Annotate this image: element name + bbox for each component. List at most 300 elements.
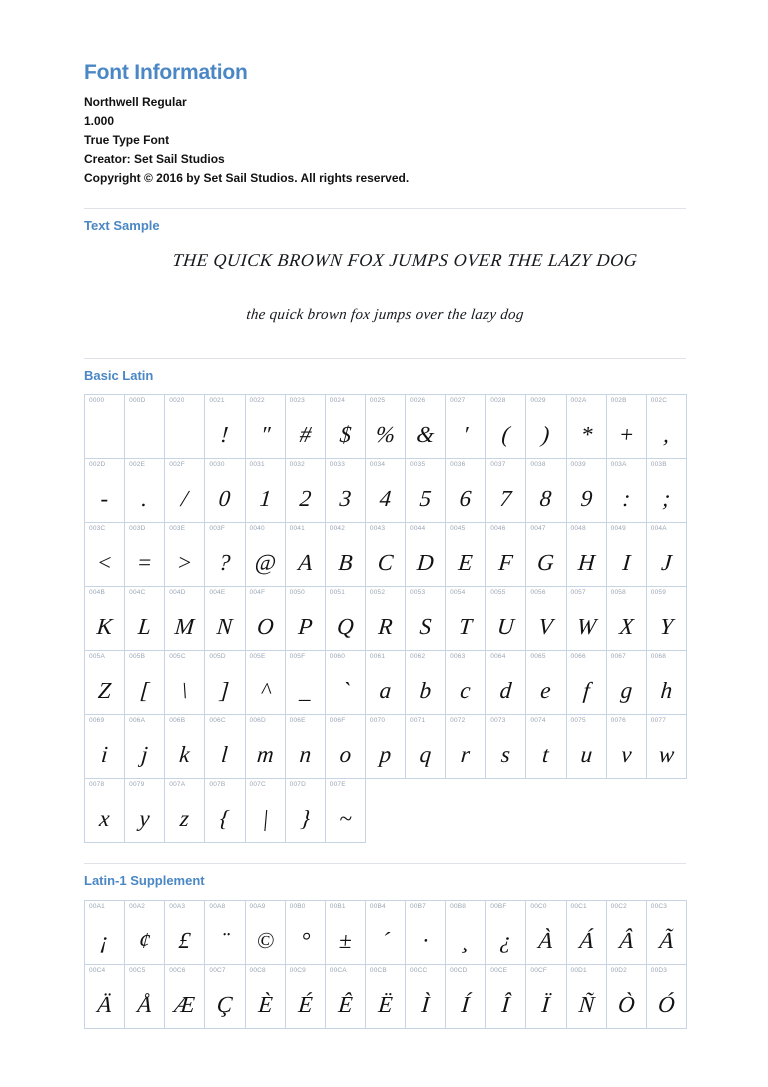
glyph-codepoint-label: 00C8 [249,966,266,974]
glyph-grid-row [85,587,687,651]
glyph-cell-003A [607,459,647,523]
glyph-codepoint-label: 00A8 [209,902,226,910]
glyph-cell-005B [125,651,165,715]
glyph-codepoint-label: 003A [610,461,627,469]
glyph-cell-00A2 [125,901,165,965]
glyph-codepoint-label: 0049 [610,525,626,533]
glyph-cell-002D [85,459,125,523]
glyph-cell-004A [647,523,687,587]
glyph-character: d [498,677,513,703]
section-divider [84,358,686,359]
glyph-grid-row [85,395,687,459]
glyph-character: j [140,741,149,767]
glyph-codepoint-label: 002B [610,397,627,405]
glyph-codepoint-label: 0045 [450,525,466,533]
glyph-codepoint-label: 007A [169,781,186,789]
glyph-codepoint-label: 00B7 [410,902,426,910]
glyph-cell-007B [205,779,245,843]
glyph-character [85,411,125,457]
glyph-codepoint-label: 0021 [209,397,225,405]
glyph-cell-0040 [246,523,286,587]
glyph-codepoint-label: 006D [249,717,266,725]
glyph-cell-0066 [567,651,607,715]
glyph-cell-0026 [406,395,446,459]
glyph-cell-004B [85,587,125,651]
glyph-character: = [135,549,154,575]
glyph-grid-row [85,523,687,587]
glyph-character: V [537,613,555,639]
glyph-cell-00C6 [165,965,205,1029]
glyph-character: Ï [541,991,551,1017]
glyph-character: | [260,805,270,831]
glyph-codepoint-label: 0074 [530,717,546,725]
glyph-cell-00C4 [85,965,125,1029]
glyph-character: / [180,485,190,511]
glyph-character: Ñ [577,991,595,1017]
glyph-cell-00B0 [286,901,326,965]
glyph-character: n [298,741,313,767]
glyph-codepoint-label: 00CC [410,966,428,974]
glyph-character: ` [340,677,351,703]
glyph-cell-0021 [205,395,245,459]
glyph-codepoint-label: 00B8 [450,902,467,910]
glyph-character: x [98,805,111,831]
glyph-codepoint-label: 0052 [369,589,386,597]
glyph-codepoint-label: 002F [169,461,185,469]
glyph-cell-00C9 [286,965,326,1029]
glyph-cell-003C [85,523,125,587]
glyph-codepoint-label: 0048 [570,525,586,533]
glyph-codepoint-label: 0043 [369,525,386,533]
glyph-cell-005F [286,651,326,715]
glyph-character: h [659,677,674,703]
glyph-character: É [297,991,314,1017]
glyph-character: 3 [338,485,353,511]
glyph-codepoint-label: 0061 [369,653,386,661]
glyph-character: q [418,741,433,767]
glyph-codepoint-label: 002A [570,397,587,405]
glyph-codepoint-label: 0055 [490,589,506,597]
glyph-grid-row [85,715,687,779]
glyph-character: , [662,421,671,447]
glyph-codepoint-label: 0035 [410,461,426,469]
glyph-cell-0020 [165,395,205,459]
glyph-codepoint-label: 004A [650,525,667,533]
glyph-character: ; [661,485,672,511]
glyph-character: Ó [656,991,676,1017]
glyph-character: 1 [258,485,272,511]
glyph-character: H [576,549,596,575]
glyph-character: s [500,741,512,767]
glyph-cell-003E [165,523,205,587]
glyph-codepoint-label: 005F [289,653,306,661]
glyph-codepoint-label: 0078 [89,781,105,789]
glyph-codepoint-label: 0033 [329,461,346,469]
glyph-codepoint-label: 003F [209,525,225,533]
glyph-character: i [100,741,109,767]
glyph-codepoint-label: 00D3 [650,966,668,974]
glyph-cell-006A [125,715,165,779]
glyph-character: o [338,741,353,767]
glyph-cell-0056 [526,587,566,651]
glyph-cell-0071 [406,715,446,779]
glyph-codepoint-label: 0029 [530,397,546,405]
glyph-codepoint-label: 0062 [410,653,426,661]
glyph-codepoint-label: 0069 [89,717,105,725]
glyph-cell-0023 [286,395,326,459]
glyph-character: ^ [259,677,271,703]
glyph-character: & [415,421,436,447]
glyph-character: k [178,741,192,767]
glyph-codepoint-label: 005C [169,653,186,661]
glyph-codepoint-label: 0073 [490,717,506,725]
glyph-codepoint-label: 00C0 [530,902,547,910]
glyph-codepoint-label: 003D [129,525,146,533]
glyph-codepoint-label: 0059 [650,589,667,597]
glyph-character: g [619,677,634,703]
glyph-cell-00C7 [205,965,245,1029]
glyph-cell-006C [205,715,245,779]
section-divider [84,863,686,864]
glyph-codepoint-label: 00C6 [169,966,186,974]
glyph-codepoint-label: 0047 [530,525,546,533]
glyph-character: I [621,549,632,575]
glyph-character: 2 [298,485,313,511]
glyph-character: ´ [380,927,391,953]
glyph-character: ' [462,421,470,447]
glyph-codepoint-label: 003E [169,525,186,533]
glyph-codepoint-label: 0076 [610,717,626,725]
glyph-cell-00D3 [647,965,687,1029]
glyph-cell-0060 [326,651,366,715]
glyph-grid-row [85,779,687,843]
glyph-character: Á [577,927,595,953]
glyph-codepoint-label: 005B [129,653,146,661]
glyph-codepoint-label: 004E [209,589,226,597]
section-basic-latin [84,358,686,844]
glyph-character: Î [500,991,511,1017]
glyph-character: Ò [616,991,636,1017]
glyph-cell-0042 [326,523,366,587]
glyph-character: p [378,741,393,767]
glyph-character: 5 [418,485,433,511]
glyph-character: ¢ [137,927,152,953]
glyph-character: _ [298,677,313,703]
glyph-character: ( [500,421,511,447]
glyph-codepoint-label: 00C7 [209,966,226,974]
glyph-codepoint-label: 00C2 [610,902,627,910]
glyph-character: C [376,549,395,575]
glyph-character: 7 [498,485,513,511]
glyph-cell-0057 [567,587,607,651]
glyph-codepoint-label: 00C3 [650,902,668,910]
glyph-cell-0022 [246,395,286,459]
glyph-codepoint-label: 00B4 [369,902,386,910]
glyph-character: Ç [216,991,234,1017]
glyph-codepoint-label: 00D2 [610,966,627,974]
glyph-cell-00CE [486,965,526,1029]
glyph-codepoint-label: 0030 [209,461,225,469]
glyph-cell-003B [647,459,687,523]
glyph-character: 0 [218,485,232,511]
glyph-codepoint-label: 006E [289,717,306,725]
glyph-cell-0053 [406,587,446,651]
glyph-cell-00C1 [567,901,607,965]
glyph-cell-005D [205,651,245,715]
glyph-character: u [579,741,593,767]
glyph-character: X [618,613,635,639]
glyph-character: Y [658,613,674,639]
glyph-cell-005C [165,651,205,715]
glyph-codepoint-label: 00BF [490,902,507,910]
glyph-character: Å [136,991,153,1017]
glyph-cell-0063 [446,651,486,715]
glyph-character: * [579,421,593,447]
glyph-character: À [537,927,555,953]
glyph-cell-0038 [526,459,566,523]
glyph-cell-003F [205,523,245,587]
font-info-copyright: Copyright © 2016 by Set Sail Studios. All rights reserved. [84,171,410,186]
glyph-character: 6 [458,485,473,511]
glyph-cell-0077 [647,715,687,779]
glyph-cell-0072 [446,715,486,779]
glyph-character: S [418,613,433,639]
section-latin1-supplement [84,863,686,1029]
glyph-cell-00B8 [446,901,486,965]
glyph-grid-latin1-supplement [84,900,687,1029]
glyph-cell-0059 [647,587,687,651]
glyph-cell-0028 [486,395,526,459]
glyph-character: ¡ [98,927,111,953]
glyph-character: P [297,613,314,639]
glyph-codepoint-label: 0039 [570,461,586,469]
glyph-cell-00CA [326,965,366,1029]
glyph-character: { [219,805,231,831]
glyph-character: % [374,421,397,447]
glyph-character: Ã [658,927,675,953]
pangram-uppercase: THE QUICK BROWN FOX JUMPS OVER THE LAZY DOG [171,249,639,270]
glyph-cell-0070 [366,715,406,779]
glyph-cell-0067 [607,651,647,715]
glyph-cell-0050 [286,587,326,651]
glyph-character: f [581,677,591,703]
glyph-codepoint-label: 0026 [410,397,426,405]
glyph-character: r [460,741,472,767]
glyph-codepoint-label: 00A1 [89,902,105,910]
glyph-cell-0035 [406,459,446,523]
glyph-character: ] [219,677,231,703]
glyph-character: \ [180,677,190,703]
glyph-codepoint-label: 00CB [369,966,387,974]
glyph-character: : [621,485,632,511]
glyph-cell-00CF [526,965,566,1029]
glyph-character: Ê [337,991,354,1017]
glyph-character: · [421,927,430,953]
glyph-codepoint-label: 0066 [570,653,586,661]
glyph-character: O [255,613,275,639]
glyph-cell-0039 [567,459,607,523]
glyph-cell-002A [567,395,607,459]
glyph-codepoint-label: 0051 [329,589,346,597]
glyph-codepoint-label: 0023 [289,397,305,405]
glyph-character: . [140,485,149,511]
glyph-cell-003D [125,523,165,587]
glyph-cell-002C [647,395,687,459]
glyph-character: G [536,549,556,575]
glyph-cell-006E [286,715,326,779]
glyph-character: 8 [539,485,553,511]
glyph-character: < [95,549,114,575]
glyph-codepoint-label: 0077 [650,717,667,725]
glyph-cell-0078 [85,779,125,843]
section-title-text-sample: Text Sample [84,218,160,234]
glyph-cell-0076 [607,715,647,779]
glyph-codepoint-label: 0040 [249,525,265,533]
glyph-codepoint-label: 00A3 [169,902,186,910]
glyph-codepoint-label: 004B [89,589,105,597]
glyph-cell-002B [607,395,647,459]
glyph-cell-0030 [205,459,245,523]
glyph-character: 9 [579,485,593,511]
glyph-character: ° [299,927,311,953]
glyph-cell-00CB [366,965,406,1029]
glyph-codepoint-label: 003B [650,461,667,469]
glyph-character: ± [337,927,353,953]
glyph-codepoint-label: 003C [89,525,106,533]
pangram-lowercase: the quick brown fox jumps over the lazy dog [245,306,525,323]
font-info-family: Northwell Regular [84,95,187,110]
glyph-codepoint-label: 005D [209,653,226,661]
glyph-codepoint-label: 0037 [490,461,506,469]
glyph-character: > [175,549,194,575]
glyph-codepoint-label: 0067 [610,653,626,661]
glyph-character: $ [338,421,353,447]
section-text-sample [84,208,686,338]
glyph-codepoint-label: 0034 [369,461,386,469]
glyph-grid-row [85,901,687,965]
glyph-cell-00B4 [366,901,406,965]
glyph-character: # [298,421,313,447]
glyph-character: b [418,677,433,703]
page-title: Font Information [84,61,248,84]
glyph-cell-00D1 [567,965,607,1029]
glyph-cell-0046 [486,523,526,587]
glyph-character: Ë [377,991,394,1017]
glyph-codepoint-label: 006F [329,717,346,725]
glyph-codepoint-label: 0020 [169,397,185,405]
glyph-character: ¨ [220,927,230,953]
glyph-codepoint-label: 0044 [410,525,426,533]
glyph-codepoint-label: 0072 [450,717,466,725]
glyph-character: [ [139,677,151,703]
glyph-codepoint-label: 006B [169,717,186,725]
glyph-codepoint-label: 004F [249,589,266,597]
glyph-cell-0064 [486,651,526,715]
glyph-cell-002E [125,459,165,523]
glyph-codepoint-label: 0027 [450,397,466,405]
glyph-codepoint-label: 00CF [530,966,548,974]
glyph-cell-00A8 [205,901,245,965]
glyph-cell-002F [165,459,205,523]
glyph-cell-007C [246,779,286,843]
glyph-cell-0051 [326,587,366,651]
glyph-character: A [297,549,314,575]
glyph-character: } [299,805,311,831]
glyph-codepoint-label: 0042 [329,525,346,533]
font-info-creator: Creator: Set Sail Studios [84,152,225,167]
glyph-cell-0048 [567,523,607,587]
glyph-cell-004E [205,587,245,651]
glyph-cell-00C3 [647,901,687,965]
glyph-cell-005A [85,651,125,715]
glyph-character: Q [335,613,355,639]
glyph-character: 4 [378,485,393,511]
glyph-cell-0029 [526,395,566,459]
glyph-codepoint-label: 00D1 [570,966,587,974]
glyph-character: y [138,805,151,831]
glyph-cell-005E [246,651,286,715]
glyph-codepoint-label: 00C4 [89,966,106,974]
glyph-cell-00C2 [607,901,647,965]
glyph-cell-0027 [446,395,486,459]
glyph-grid-row [85,459,687,523]
glyph-cell-007E [326,779,366,843]
glyph-grid-basic-latin [84,394,687,843]
glyph-character [165,411,205,457]
glyph-codepoint-label: 0058 [610,589,626,597]
glyph-cell-006F [326,715,366,779]
glyph-character: m [255,741,275,767]
glyph-cell-00C0 [526,901,566,965]
glyph-character: l [220,741,230,767]
glyph-codepoint-label: 005E [249,653,266,661]
glyph-codepoint-label: 0068 [650,653,667,661]
section-title-latin1-supplement: Latin-1 Supplement [84,873,205,889]
glyph-character: Â [618,927,635,953]
glyph-character: ¿ [498,927,513,953]
font-info-format: True Type Font [84,133,170,148]
glyph-character: K [95,613,114,639]
glyph-character: ) [541,421,551,447]
glyph-codepoint-label: 0022 [249,397,265,405]
glyph-cell-0034 [366,459,406,523]
glyph-character: z [179,805,191,831]
glyph-character: Z [97,677,113,703]
glyph-cell-007D [286,779,326,843]
glyph-character: ? [218,549,232,575]
glyph-codepoint-label: 0031 [249,461,265,469]
glyph-cell-0041 [286,523,326,587]
glyph-codepoint-label: 00CA [329,966,347,974]
glyph-cell-0073 [486,715,526,779]
glyph-codepoint-label: 00C5 [129,966,146,974]
glyph-cell-00A9 [246,901,286,965]
glyph-codepoint-label: 006C [209,717,226,725]
glyph-character: £ [177,927,192,953]
glyph-codepoint-label: 0025 [369,397,386,405]
glyph-codepoint-label: 007C [249,781,266,789]
glyph-codepoint-label: 0032 [289,461,305,469]
glyph-character: U [496,613,516,639]
glyph-cell-0061 [366,651,406,715]
glyph-cell-0065 [526,651,566,715]
glyph-cell-00CC [406,965,446,1029]
glyph-character: T [458,613,474,639]
glyph-cell-0055 [486,587,526,651]
glyph-codepoint-label: 0075 [570,717,586,725]
glyph-character: + [617,421,636,447]
glyph-character: ¸ [460,927,471,953]
